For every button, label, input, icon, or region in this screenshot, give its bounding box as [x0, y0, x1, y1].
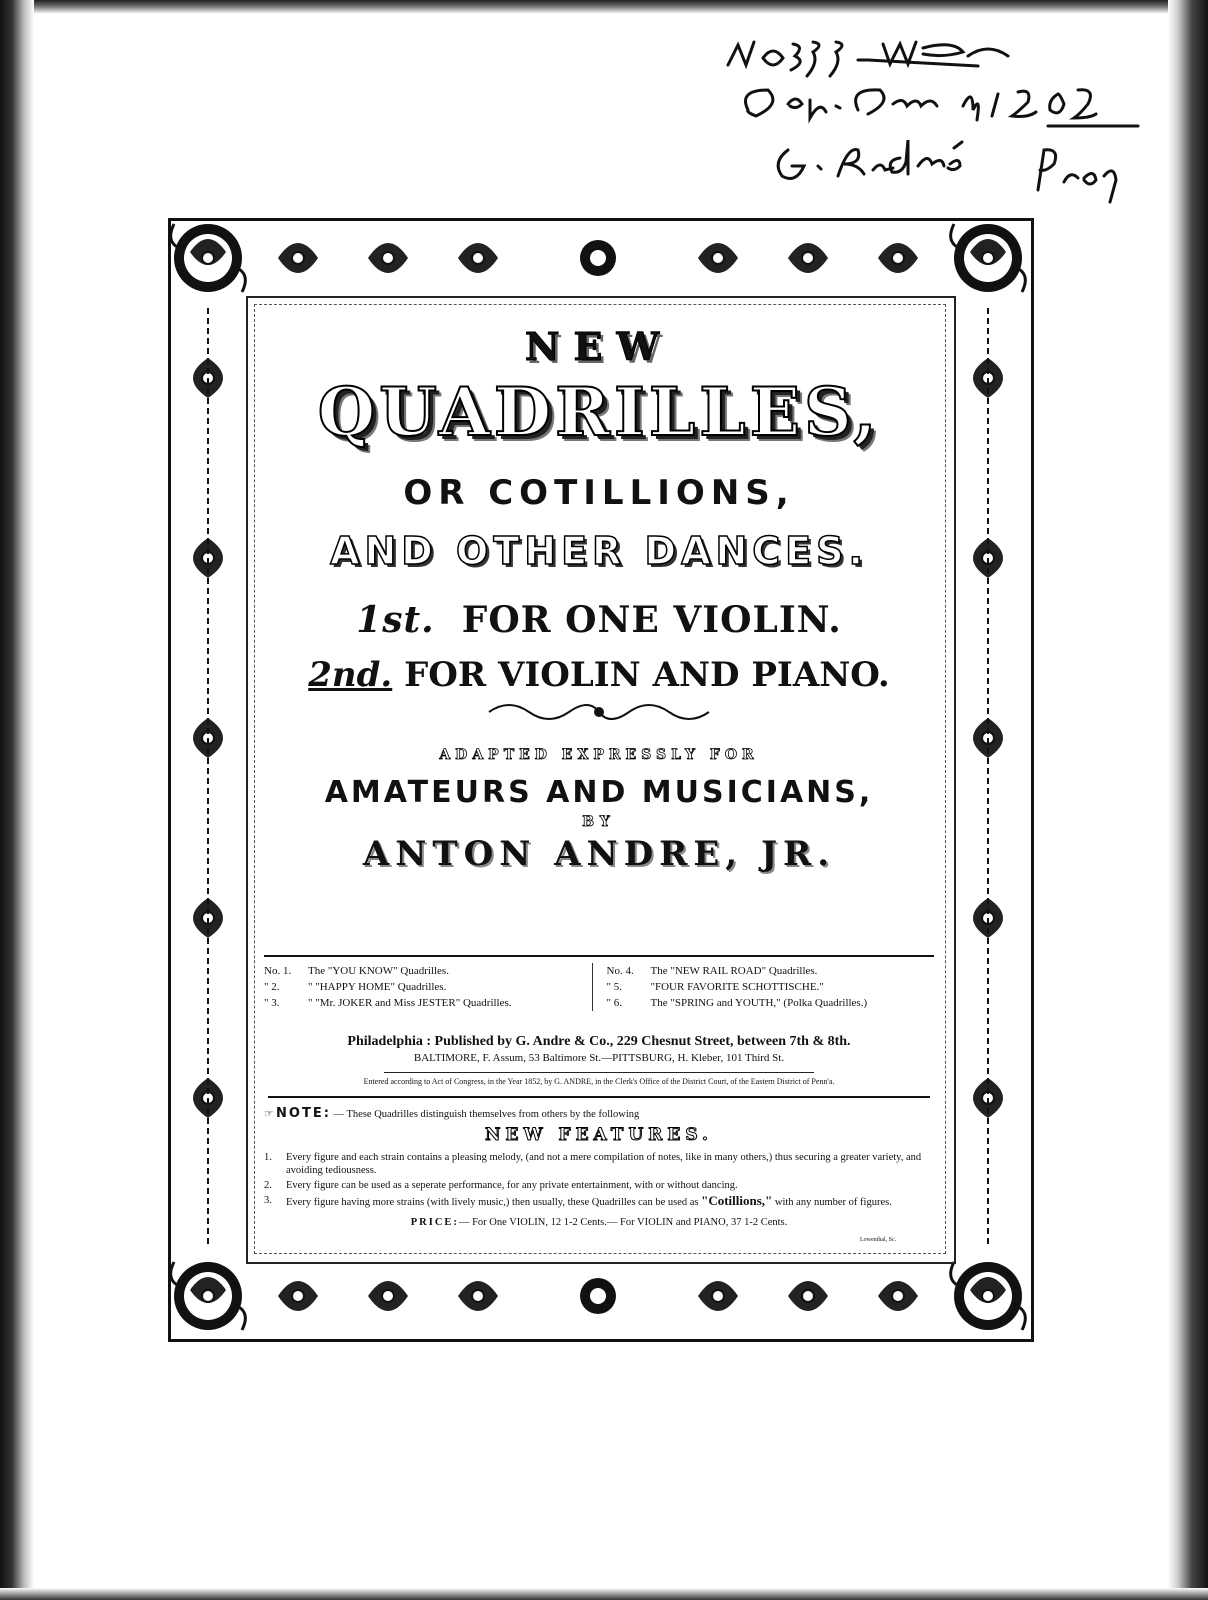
price-line [264, 1217, 934, 1228]
publisher-agents: BALTIMORE, F. Assum, 53 Baltimore St.—PITTSBURG, H. Kleber, 101 Third St. [413, 1052, 785, 1064]
list-item-number: No. 1. [264, 965, 292, 977]
contents-left-column [264, 963, 592, 1011]
feature-item [264, 1194, 934, 1209]
list-item-title: " "Mr. JOKER and Miss JESTER" Quadrilles. [308, 997, 512, 1009]
list-item-title: " "HAPPY HOME" Quadrilles. [308, 981, 447, 993]
scan-edge-left [0, 0, 34, 1600]
feature-text: Every figure can be used as a seperate performance, for any private entertainment, with or without dancing. [286, 1180, 738, 1191]
list-item-title: The "NEW RAIL ROAD" Quadrilles. [650, 965, 818, 977]
scan-edge-bottom [0, 1588, 1208, 1600]
divider [268, 1096, 930, 1098]
contents-list [264, 955, 934, 1011]
list-item [264, 995, 592, 1011]
feature-text [286, 1194, 934, 1209]
note-block [264, 1106, 934, 1228]
by-line: BY [582, 814, 616, 830]
handwritten-signature [718, 30, 1148, 220]
list-item [264, 963, 592, 979]
divider [384, 1072, 814, 1073]
title-other-dances: AND OTHER DANCES. [330, 529, 868, 573]
list-item [264, 979, 592, 995]
copyright-notice: Entered according to Act of Congress, in the Year 1852, by G. ANDRE, in the Clerk's Office of the District Court, of the Eastern District of Penn'a. [363, 1077, 835, 1086]
edition-second-text: FOR VIOLIN AND PIANO. [404, 655, 890, 695]
list-item-title: "FOUR FAVORITE SCHOTTISCHE." [650, 981, 824, 993]
list-item [607, 979, 935, 995]
list-item [607, 995, 935, 1011]
title-cotillions: OR COTILLIONS, [403, 473, 795, 513]
list-item-number: " 2. [264, 981, 280, 993]
feature-item [264, 1151, 934, 1177]
adapted-line: ADAPTED EXPRESSLY FOR [439, 747, 759, 763]
edition-first [262, 599, 936, 641]
list-item-title: The "SPRING and YOUTH," (Polka Quadrilles.) [650, 997, 868, 1009]
pointing-hand-icon: ☞ [264, 1109, 274, 1120]
list-item-number: " 6. [606, 997, 622, 1009]
feature-number: 1. [264, 1152, 272, 1163]
feature-text-bold: "Cotillions," [701, 1193, 773, 1208]
list-item-number: " 5. [606, 981, 622, 993]
publisher-block [264, 1034, 934, 1098]
price-text: — For One VIOLIN, 12 1-2 Cents.— For VIOLIN and PIANO, 37 1-2 Cents. [458, 1217, 788, 1228]
features-title: NEW FEATURES. [485, 1125, 713, 1145]
engraver-credit: Lowenthal, Sc. [860, 1237, 897, 1243]
title-new: NEW [524, 324, 674, 369]
edition-second [262, 655, 936, 695]
list-item-title: The "YOU KNOW" Quadrilles. [308, 965, 449, 977]
note-label: NOTE: [276, 1106, 331, 1121]
edition-second-prefix: 2nd. [308, 655, 393, 695]
feature-text-after: with any number of figures. [774, 1197, 892, 1208]
feature-number: 2. [264, 1180, 272, 1191]
author-name: ANTON ANDRE, JR. [362, 834, 836, 874]
edition-first-text: FOR ONE VIOLIN. [461, 599, 842, 641]
price-label: PRICE: [410, 1217, 459, 1228]
publisher-imprint: Philadelphia : Published by G. Andre & Co., 229 Chesnut Street, between 7th & 8th. [347, 1034, 851, 1049]
edition-first-prefix: 1st. [356, 599, 435, 641]
scan-edge-top [0, 0, 1208, 14]
title-block [262, 320, 936, 874]
feature-text-before: Every figure having more strains (with lively music,) then usually, these Quadrilles can be used as [286, 1197, 699, 1208]
feature-item [264, 1179, 934, 1192]
note-heading [264, 1106, 934, 1121]
list-item [607, 963, 935, 979]
contents-right-column [592, 963, 935, 1011]
feature-text: Every figure and each strain contains a pleasing melody, (and not a mere compilation of notes, like in many others,) thus securing a greater variety, and avoiding tediousness. [286, 1152, 922, 1176]
divider-ornament [479, 701, 719, 723]
list-item-number: " 3. [264, 997, 280, 1009]
title-quadrilles: QUADRILLES, [317, 373, 881, 451]
note-intro: — These Quadrilles distinguish themselves from others by the following [333, 1109, 640, 1120]
audience-line: AMATEURS AND MUSICIANS, [324, 775, 874, 810]
list-item-number: No. 4. [606, 965, 634, 977]
feature-number: 3. [264, 1195, 272, 1206]
scan-edge-right [1168, 0, 1208, 1600]
